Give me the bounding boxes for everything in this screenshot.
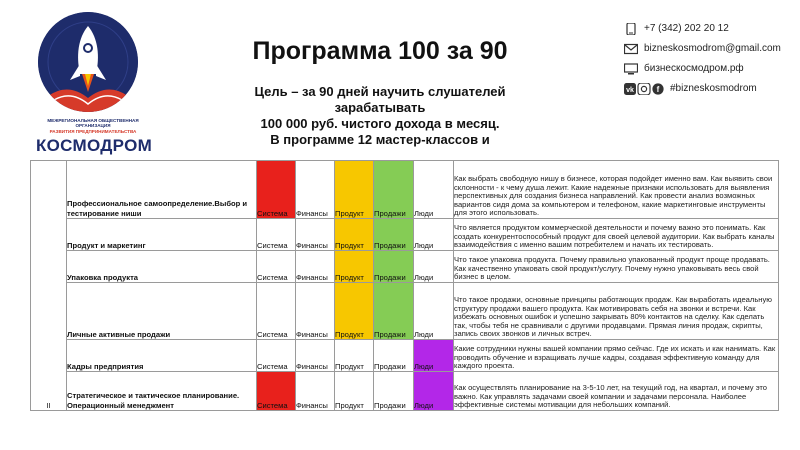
category-cell bbox=[296, 219, 335, 251]
category-cell bbox=[414, 283, 454, 340]
category-label: Продукт bbox=[335, 209, 364, 218]
category-label: Система bbox=[257, 241, 288, 250]
category-label: Люди bbox=[414, 401, 434, 410]
category-cell bbox=[335, 251, 374, 283]
table-row bbox=[31, 372, 779, 411]
category-label: Продажи bbox=[374, 330, 406, 339]
category-cell bbox=[374, 283, 414, 340]
website-icon bbox=[624, 63, 638, 75]
subtitle-line-4: В программе 12 мастер-классов и bbox=[270, 132, 490, 147]
page-title: Программа 100 за 90 bbox=[252, 37, 508, 65]
topic-cell: Стратегическое и тактическое планирование. Операционный менеджмент bbox=[67, 372, 257, 411]
category-label: Люди bbox=[414, 209, 434, 218]
category-label: Продукт bbox=[335, 362, 364, 371]
email-icon bbox=[624, 43, 638, 55]
kosmodrom-logo bbox=[35, 12, 153, 162]
category-label: Финансы bbox=[296, 362, 328, 371]
description-cell: Как осуществлять планирование на 3-5-10 лет, на текущий год, на квартал, и почему это важно. Как управлять задачами своей компании и задачами персонала. Наиболее эффективные системы мотивации для небольших компаний. bbox=[454, 372, 779, 411]
category-label: Система bbox=[257, 209, 288, 218]
category-label: Продажи bbox=[374, 209, 406, 218]
category-label: Продукт bbox=[335, 273, 364, 282]
category-cell bbox=[374, 219, 414, 251]
category-cell bbox=[414, 340, 454, 372]
category-cell bbox=[257, 372, 296, 411]
category-cell bbox=[257, 219, 296, 251]
category-label: Продажи bbox=[374, 362, 406, 371]
category-cell bbox=[335, 283, 374, 340]
category-cell bbox=[296, 283, 335, 340]
category-label: Финансы bbox=[296, 209, 328, 218]
phone-icon bbox=[624, 23, 638, 35]
subtitle-line-2: зарабатывать bbox=[334, 100, 426, 115]
category-label: Люди bbox=[414, 362, 434, 371]
category-label: Система bbox=[257, 362, 288, 371]
category-label: Финансы bbox=[296, 401, 328, 410]
table-row bbox=[31, 219, 779, 251]
topic-cell: Кадры предприятия bbox=[67, 340, 257, 372]
social-icon bbox=[624, 83, 664, 95]
category-cell bbox=[414, 372, 454, 411]
logo-small-text-2: РАЗВИТИЯ ПРЕДПРИНИМАТЕЛЬСТВА bbox=[49, 128, 137, 134]
description-cell: Как выбрать свободную нишу в бизнесе, которая подойдет именно вам. Как выявить свои склонности - к чему душа лежит. Какие надежные признаки использовать для выявления перспективных для создания бизнеса направлений. Как провести анализ возможных вариантов сидя дома за компьютером и телефоном, какие маркетинговые инструменты для этого использовать. bbox=[454, 161, 779, 219]
category-cell bbox=[257, 251, 296, 283]
topic-cell: Личные активные продажи bbox=[67, 283, 257, 340]
rocket-logo-icon bbox=[38, 12, 138, 112]
category-label: Система bbox=[257, 330, 288, 339]
category-cell bbox=[374, 251, 414, 283]
contacts-block bbox=[624, 20, 800, 100]
category-label: Продажи bbox=[374, 273, 406, 282]
section-number: II bbox=[31, 161, 67, 411]
topic-cell: Упаковка продукта bbox=[67, 251, 257, 283]
category-label: Система bbox=[257, 401, 288, 410]
table-row bbox=[31, 283, 779, 340]
description-cell: Что такое продажи, основные принципы работающих продаж. Как выработать идеальную структуру продажи вашего продукта. Как мотивировать себя на звонки и встречи. Как избежать основных ошибок и успешно закрывать 80% контактов на сделку. Как сделать так, чтобы тебя не сравнивали с другими продавцами. Прямая линия продаж, скрипты, запись своих звонков и личных встреч. bbox=[454, 283, 779, 340]
category-cell bbox=[257, 161, 296, 219]
contact-email-text: bizneskosmodrom@gmail.com bbox=[644, 43, 781, 54]
logo-subtitle bbox=[34, 118, 152, 134]
category-label: Продажи bbox=[374, 401, 406, 410]
description-cell: Что является продуктом коммерческой деятельности и почему важно это понимать. Как создать конкурентоспособный продукт для своей целевой аудитории. Как выбрать каналы взаимодействия с именно вашим потребителем и начать их тестировать. bbox=[454, 219, 779, 251]
category-label: Продукт bbox=[335, 241, 364, 250]
category-cell bbox=[296, 372, 335, 411]
contact-social[interactable] bbox=[624, 80, 800, 97]
svg-text:vk: vk bbox=[626, 86, 634, 94]
category-cell bbox=[335, 372, 374, 411]
category-cell bbox=[257, 283, 296, 340]
category-cell bbox=[374, 340, 414, 372]
category-cell bbox=[414, 161, 454, 219]
category-cell bbox=[374, 161, 414, 219]
category-cell bbox=[414, 219, 454, 251]
contact-phone-text: +7 (342) 202 20 12 bbox=[644, 23, 729, 34]
table-row bbox=[31, 161, 779, 219]
program-table bbox=[30, 160, 779, 411]
category-cell bbox=[335, 219, 374, 251]
contact-email[interactable] bbox=[624, 40, 800, 57]
contact-website[interactable] bbox=[624, 60, 800, 77]
table-row bbox=[31, 340, 779, 372]
subtitle-line-3: 100 000 руб. чистого дохода в месяц. bbox=[260, 116, 500, 131]
category-label: Финансы bbox=[296, 241, 328, 250]
category-cell bbox=[257, 340, 296, 372]
logo-name: КОСМОДРОМ bbox=[35, 136, 153, 155]
category-cell bbox=[296, 251, 335, 283]
category-label: Продукт bbox=[335, 330, 364, 339]
table-row bbox=[31, 251, 779, 283]
svg-text:f: f bbox=[656, 84, 660, 94]
category-label: Система bbox=[257, 273, 288, 282]
topic-cell: Профессиональное самоопределение.Выбор и тестирование ниши bbox=[67, 161, 257, 219]
category-label: Люди bbox=[414, 273, 434, 282]
category-label: Люди bbox=[414, 330, 434, 339]
category-label: Продажи bbox=[374, 241, 406, 250]
category-cell bbox=[335, 340, 374, 372]
category-cell bbox=[335, 161, 374, 219]
contact-social-text: #bizneskosmodrom bbox=[670, 83, 757, 94]
category-label: Финансы bbox=[296, 273, 328, 282]
subtitle-line-1: Цель – за 90 дней научить слушателей bbox=[254, 84, 506, 99]
category-cell bbox=[414, 251, 454, 283]
contact-website-text: бизнескосмодром.рф bbox=[644, 63, 744, 74]
topic-cell: Продукт и маркетинг bbox=[67, 219, 257, 251]
category-label: Финансы bbox=[296, 330, 328, 339]
category-cell bbox=[296, 340, 335, 372]
category-label: Люди bbox=[414, 241, 434, 250]
contact-phone[interactable] bbox=[624, 20, 800, 37]
category-cell bbox=[296, 161, 335, 219]
page-subtitle bbox=[195, 84, 565, 148]
category-label: Продукт bbox=[335, 401, 364, 410]
description-cell: Что такое упаковка продукта. Почему правильно упакованный продукт проще продавать. Как качественно упаковать свой продукт/услугу. Почему нужно упаковывать весь свой бизнес в целом. bbox=[454, 251, 779, 283]
category-cell bbox=[374, 372, 414, 411]
logo-small-text-1: МЕЖРЕГИОНАЛЬНАЯ ОБЩЕСТВЕННАЯ ОРГАНИЗАЦИЯ bbox=[47, 118, 139, 129]
description-cell: Какие сотрудники нужны вашей компании прямо сейчас. Где их искать и как нанимать. Как проводить обучение и взращивать лучше кадры, создавая эффективную команду для каждого проекта. bbox=[454, 340, 779, 372]
